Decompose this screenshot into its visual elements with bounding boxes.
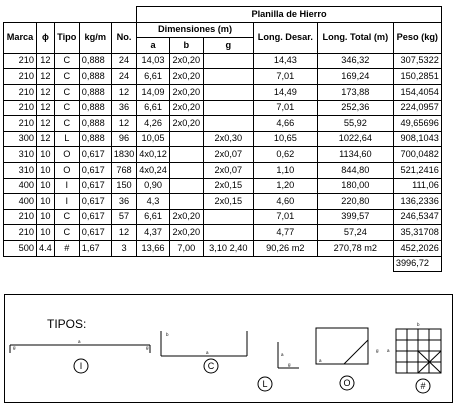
cell-lt: 1022,64: [317, 131, 393, 147]
cell-g: [203, 225, 253, 241]
cell-a: 14,03: [137, 53, 170, 69]
cell-ld: 7,01: [253, 69, 317, 85]
cell-no: 150: [111, 178, 136, 194]
cell-phi: 12: [37, 131, 55, 147]
cell-g: [203, 69, 253, 85]
cell-phi: 10: [37, 225, 55, 241]
cell-g: 2x0,07: [203, 147, 253, 163]
cell-peso: 136,2336: [393, 194, 441, 210]
cell-marca: 210: [4, 100, 37, 116]
cell-no: 768: [111, 162, 136, 178]
cell-a: 4,37: [137, 225, 170, 241]
cell-kgm: 0,617: [79, 209, 111, 225]
cell-a: 14,09: [137, 84, 170, 100]
cell-lt: 180,00: [317, 178, 393, 194]
cell-a: 6,61: [137, 69, 170, 85]
cell-ld: 7,01: [253, 209, 317, 225]
type-o-dim-a: a: [319, 358, 322, 363]
table-row: [4, 84, 442, 100]
type-c-badge: C: [207, 361, 215, 371]
header-long-desar: Long. Desar.: [253, 22, 317, 53]
cell-phi: 12: [37, 84, 55, 100]
cell-tipo: #: [54, 240, 79, 256]
cell-marca: 210: [4, 116, 37, 132]
cell-lt: 1134,60: [317, 147, 393, 163]
type-l-badge: L: [262, 379, 268, 389]
cell-b: 2x0,20: [169, 225, 203, 241]
header-kgm: kg/m: [79, 22, 111, 53]
cell-no: 24: [111, 69, 136, 85]
cell-a: 6,61: [137, 209, 170, 225]
type-i-badge: I: [79, 361, 83, 371]
type-i-dim-g2: g: [146, 345, 149, 350]
cell-peso: 307,5322: [393, 53, 441, 69]
cell-ld: 4,66: [253, 116, 317, 132]
cell-a: 4,3: [137, 194, 170, 210]
cell-tipo: O: [54, 147, 79, 163]
cell-no: 24: [111, 53, 136, 69]
cell-a: 4x0,12: [137, 147, 170, 163]
cell-no: 1830: [111, 147, 136, 163]
cell-tipo: C: [54, 100, 79, 116]
cell-ld: 14,43: [253, 53, 317, 69]
table-row: [4, 53, 442, 69]
cell-no: 12: [111, 225, 136, 241]
cell-b: 2x0,20: [169, 100, 203, 116]
cell-peso: 700,0482: [393, 147, 441, 163]
cell-peso: 154,4054: [393, 84, 441, 100]
cell-g: [203, 53, 253, 69]
header-dimensiones: Dimensiones (m): [137, 22, 254, 38]
cell-phi: 12: [37, 53, 55, 69]
cell-phi: 10: [37, 162, 55, 178]
cell-g: 2x0,15: [203, 194, 253, 210]
type-l-dim-g: g: [288, 362, 291, 367]
table-row: [4, 240, 442, 256]
cell-no: 36: [111, 100, 136, 116]
type-c-dim-a: a: [206, 350, 209, 355]
cell-lt: 220,80: [317, 194, 393, 210]
cell-marca: 310: [4, 162, 37, 178]
table-row: [4, 69, 442, 85]
cell-marca: 210: [4, 69, 37, 85]
type-mesh-dim-b: b: [417, 322, 420, 327]
cell-peso: 246,5347: [393, 209, 441, 225]
cell-g: [203, 84, 253, 100]
cell-b: [169, 162, 203, 178]
cell-tipo: I: [54, 178, 79, 194]
header-peso: Peso (kg): [393, 22, 441, 53]
cell-phi: 12: [37, 69, 55, 85]
header-no: No.: [111, 22, 136, 53]
cell-lt: 169,24: [317, 69, 393, 85]
table-row: [4, 131, 442, 147]
cell-g: [203, 100, 253, 116]
cell-no: 3: [111, 240, 136, 256]
cell-ld: 4,60: [253, 194, 317, 210]
header-b: b: [169, 38, 203, 54]
cell-g: 2x0,07: [203, 162, 253, 178]
cell-a: 10,05: [137, 131, 170, 147]
cell-g: 3,10 2,40: [203, 240, 253, 256]
cell-lt: 57,24: [317, 225, 393, 241]
cell-marca: 210: [4, 84, 37, 100]
type-mesh-dim-a: a: [387, 348, 390, 353]
cell-b: [169, 131, 203, 147]
cell-peso: 35,31708: [393, 225, 441, 241]
cell-peso: 49,65696: [393, 116, 441, 132]
header-marca: Marca: [4, 22, 37, 53]
cell-tipo: C: [54, 69, 79, 85]
cell-ld: 7,01: [253, 100, 317, 116]
type-i-dim-g1: g: [13, 345, 16, 350]
cell-kgm: 0,888: [79, 100, 111, 116]
cell-kgm: 0,617: [79, 178, 111, 194]
cell-a: 0,90: [137, 178, 170, 194]
cell-tipo: C: [54, 209, 79, 225]
cell-phi: 10: [37, 209, 55, 225]
cell-b: [169, 194, 203, 210]
cell-tipo: C: [54, 116, 79, 132]
header-a: a: [137, 38, 170, 54]
cell-kgm: 0,617: [79, 162, 111, 178]
header-g: g: [203, 38, 253, 54]
type-i-dim-a: a: [78, 339, 81, 344]
table-row: [4, 178, 442, 194]
cell-kgm: 1,67: [79, 240, 111, 256]
cell-b: 2x0,20: [169, 209, 203, 225]
type-mesh-shape: [396, 329, 441, 393]
cell-lt: 399,57: [317, 209, 393, 225]
cell-ld: 90,26 m2: [253, 240, 317, 256]
cell-phi: 4.4: [37, 240, 55, 256]
cell-kgm: 0,617: [79, 194, 111, 210]
cell-kgm: 0,888: [79, 69, 111, 85]
cell-b: 7,00: [169, 240, 203, 256]
type-c-shape: [161, 331, 247, 373]
table-row: [4, 194, 442, 210]
cell-g: [203, 116, 253, 132]
cell-ld: 1,10: [253, 162, 317, 178]
cell-tipo: O: [54, 162, 79, 178]
tipos-label: TIPOS:: [47, 317, 87, 331]
cell-ld: 14,49: [253, 84, 317, 100]
type-o-dim-g: g: [376, 348, 379, 353]
cell-ld: 10,65: [253, 131, 317, 147]
cell-a: 13,66: [137, 240, 170, 256]
table-row: [4, 100, 442, 116]
rebar-schedule-table: [3, 6, 442, 272]
cell-a: 4,26: [137, 116, 170, 132]
cell-peso: 521,2416: [393, 162, 441, 178]
cell-g: 2x0,30: [203, 131, 253, 147]
cell-marca: 500: [4, 240, 37, 256]
cell-tipo: C: [54, 84, 79, 100]
table-row: [4, 225, 442, 241]
header-tipo: Tipo: [54, 22, 79, 53]
cell-tipo: C: [54, 53, 79, 69]
type-c-dim-b: b: [166, 332, 169, 337]
cell-lt: 252,36: [317, 100, 393, 116]
cell-kgm: 0,617: [79, 147, 111, 163]
cell-no: 12: [111, 116, 136, 132]
cell-marca: 400: [4, 194, 37, 210]
cell-no: 12: [111, 84, 136, 100]
cell-g: [203, 209, 253, 225]
cell-no: 36: [111, 194, 136, 210]
table-row: [4, 209, 442, 225]
cell-no: 96: [111, 131, 136, 147]
cell-b: [169, 178, 203, 194]
cell-marca: 300: [4, 131, 37, 147]
cell-kgm: 0,888: [79, 131, 111, 147]
cell-b: 2x0,20: [169, 116, 203, 132]
table-row: [4, 162, 442, 178]
type-o-shape: [316, 328, 368, 390]
cell-marca: 210: [4, 225, 37, 241]
cell-no: 57: [111, 209, 136, 225]
cell-a: 6,61: [137, 100, 170, 116]
cell-b: 2x0,20: [169, 84, 203, 100]
cell-a: 4x0,24: [137, 162, 170, 178]
cell-tipo: C: [54, 225, 79, 241]
cell-peso: 150,2851: [393, 69, 441, 85]
cell-lt: 844,80: [317, 162, 393, 178]
cell-kgm: 0,888: [79, 84, 111, 100]
cell-kgm: 0,617: [79, 225, 111, 241]
cell-lt: 346,32: [317, 53, 393, 69]
cell-ld: 0,62: [253, 147, 317, 163]
cell-b: [169, 147, 203, 163]
header-phi: ϕ: [37, 22, 55, 53]
table-row: [4, 147, 442, 163]
cell-g: 2x0,15: [203, 178, 253, 194]
type-mesh-badge: #: [420, 381, 426, 391]
bar-types-diagram: [4, 294, 453, 403]
cell-marca: 400: [4, 178, 37, 194]
cell-phi: 10: [37, 178, 55, 194]
cell-marca: 310: [4, 147, 37, 163]
cell-ld: 1,20: [253, 178, 317, 194]
total-peso: 3996,72: [393, 256, 441, 272]
cell-tipo: I: [54, 194, 79, 210]
type-o-badge: O: [343, 378, 351, 388]
cell-b: 2x0,20: [169, 53, 203, 69]
cell-peso: 111,06: [393, 178, 441, 194]
cell-peso: 452,2026: [393, 240, 441, 256]
cell-lt: 173,88: [317, 84, 393, 100]
cell-marca: 210: [4, 53, 37, 69]
cell-marca: 210: [4, 209, 37, 225]
cell-phi: 12: [37, 116, 55, 132]
header-long-total: Long. Total (m): [317, 22, 393, 53]
cell-b: 2x0,20: [169, 69, 203, 85]
table-row: [4, 116, 442, 132]
table-title: Planilla de Hierro: [137, 7, 442, 23]
cell-peso: 908,1043: [393, 131, 441, 147]
cell-phi: 12: [37, 100, 55, 116]
cell-lt: 55,92: [317, 116, 393, 132]
cell-phi: 10: [37, 147, 55, 163]
type-l-dim-a: a: [281, 352, 284, 357]
cell-kgm: 0,888: [79, 116, 111, 132]
cell-lt: 270,78 m2: [317, 240, 393, 256]
cell-phi: 10: [37, 194, 55, 210]
cell-kgm: 0,888: [79, 53, 111, 69]
cell-tipo: L: [54, 131, 79, 147]
cell-ld: 4,77: [253, 225, 317, 241]
cell-peso: 224,0957: [393, 100, 441, 116]
